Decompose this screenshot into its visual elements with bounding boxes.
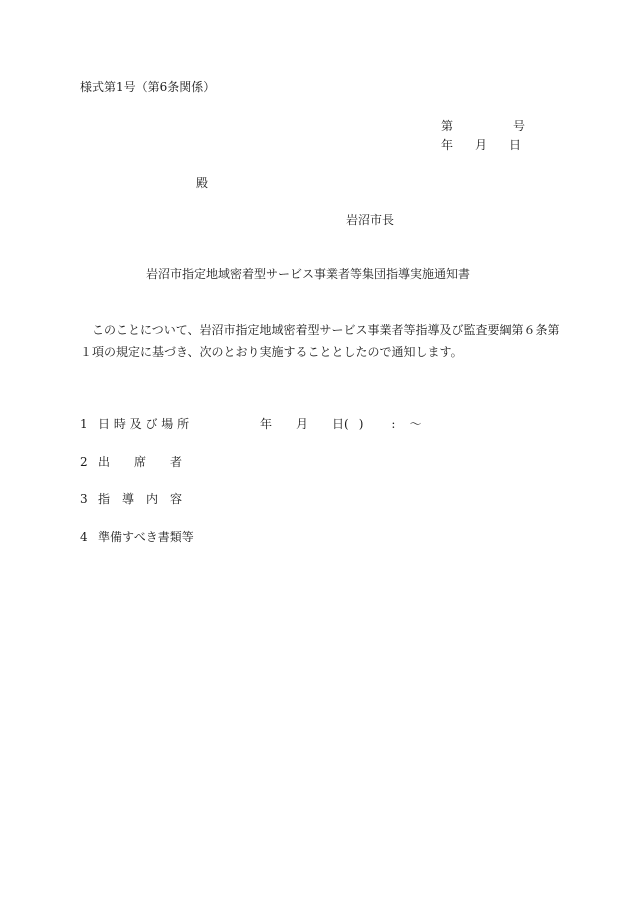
list-item-number: 2: [80, 455, 88, 469]
date-year: 年: [441, 138, 454, 152]
document-title: 岩沼市指定地域密着型サービス事業者等集団指導実施通知書: [146, 267, 471, 281]
body-paragraph-line-1: [80, 323, 560, 337]
form-number-label: 様式第1号（第6条関係）: [80, 80, 216, 94]
event-time-tilde: ～: [409, 417, 422, 431]
event-day: 日(: [332, 417, 349, 431]
event-month: 月: [296, 417, 309, 431]
list-item-label: 準備すべき書類等: [98, 530, 194, 544]
document-number-prefix: 第: [441, 119, 454, 133]
list-item-label: 出 席 者: [98, 455, 183, 469]
list-item-number: 3: [80, 492, 88, 506]
document-number: [441, 119, 525, 133]
list-item-label: 日 時 及 び 場 所: [98, 417, 190, 431]
list-item-datetime-place: [80, 417, 422, 431]
body-line-1-text: このことについて、岩沼市指定地域密着型サービス事業者等指導及び監査要綱第６条第: [92, 323, 560, 337]
sender-name: 岩沼市長: [346, 213, 395, 227]
addressee-honorific: 殿: [196, 176, 209, 190]
document-date: [441, 138, 521, 152]
date-day: 日: [509, 138, 522, 152]
date-month: 月: [475, 138, 488, 152]
body-paragraph-line-2: １項の規定に基づき、次のとおり実施することとしたので通知します。: [80, 345, 463, 359]
event-year: 年: [260, 417, 273, 431]
list-item-number: 1: [80, 417, 88, 431]
document-number-suffix: 号: [513, 119, 526, 133]
event-paren-close: ): [358, 417, 364, 431]
datetime-fields: [260, 417, 421, 431]
list-item-required-documents: [80, 530, 194, 544]
list-item-attendees: [80, 455, 182, 469]
list-item-guidance-content: [80, 492, 182, 506]
event-time-colon: :: [391, 417, 396, 431]
list-item-number: 4: [80, 530, 88, 544]
list-item-label: 指 導 内 容: [98, 492, 183, 506]
